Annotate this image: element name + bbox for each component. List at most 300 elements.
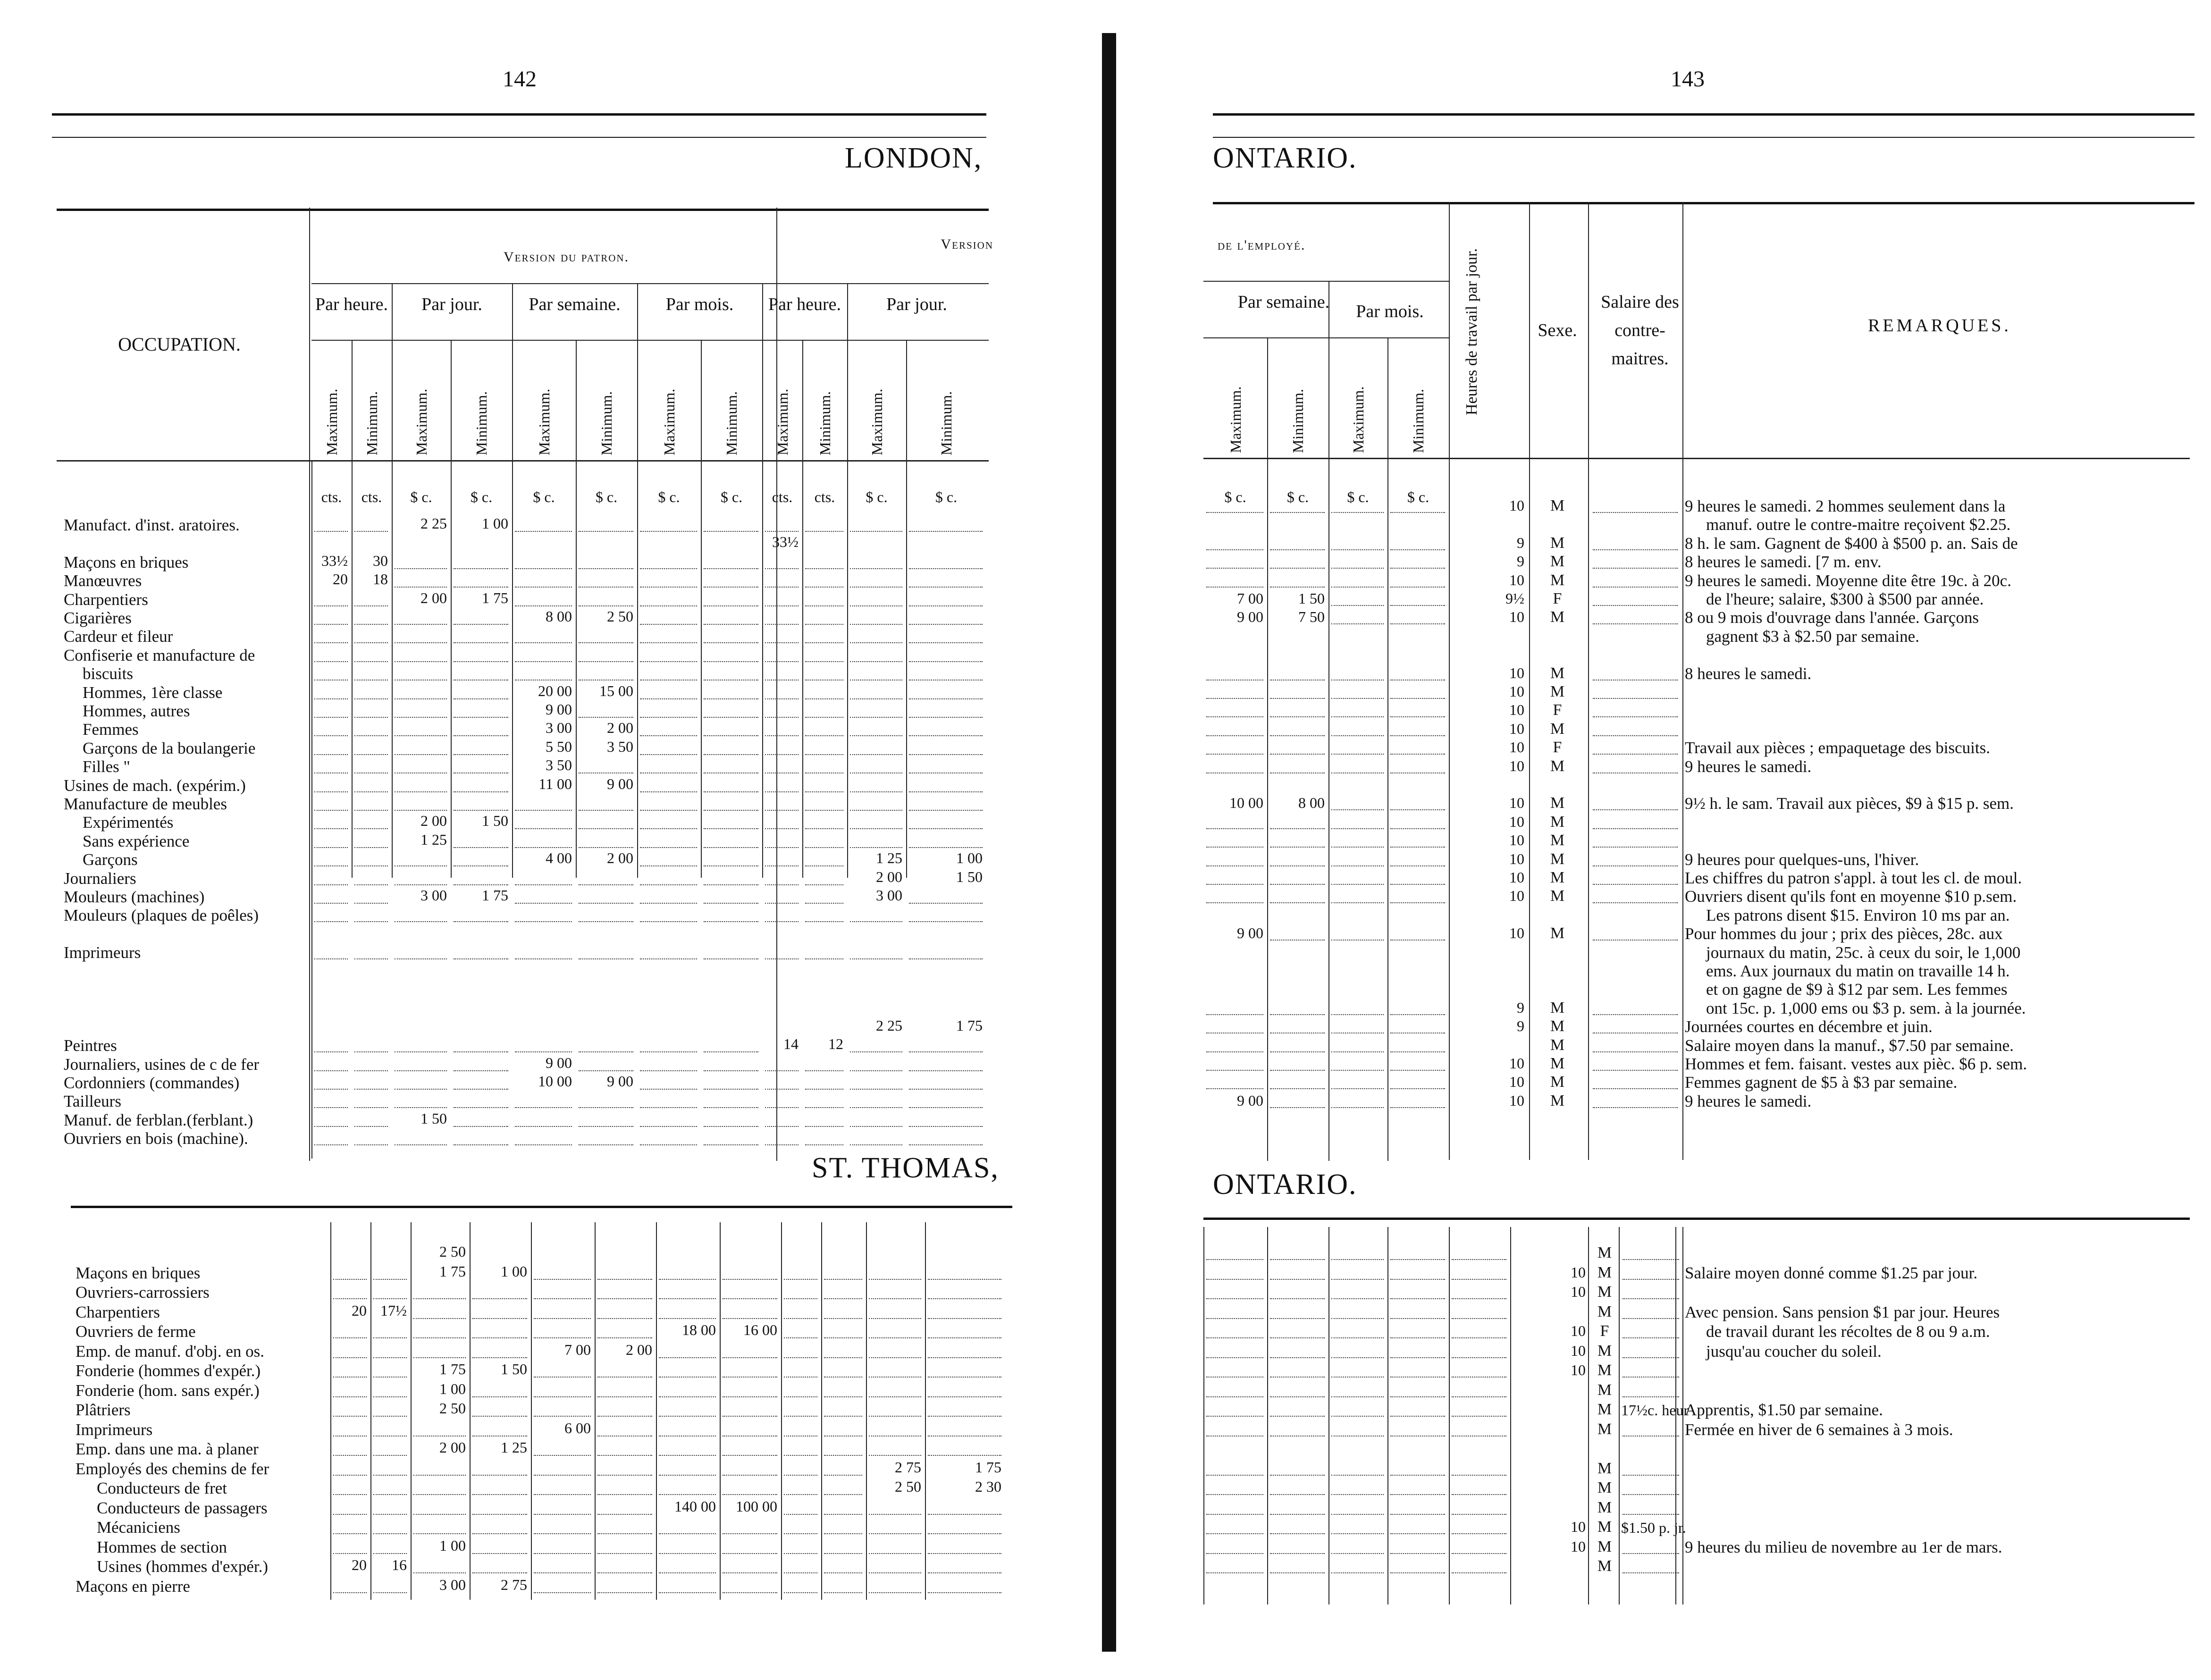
dotted-leader — [314, 1070, 348, 1071]
occupation-label: Conducteurs de passagers — [97, 1498, 268, 1517]
dotted-leader — [1206, 1416, 1263, 1417]
sex-cell: M — [1597, 1459, 1612, 1477]
left-column-line — [392, 283, 393, 878]
dotted-leader — [373, 1357, 407, 1358]
sex-cell: F — [1553, 590, 1562, 607]
table-cell: 1 25 — [876, 849, 902, 867]
left-column-line — [531, 1222, 532, 1600]
dotted-leader — [869, 1533, 921, 1534]
dotted-leader — [314, 958, 348, 959]
hours-cell: 10 — [1509, 1073, 1524, 1091]
dotted-leader — [869, 1318, 921, 1319]
table-cell: 14 — [783, 1035, 799, 1053]
left-column-line — [637, 283, 638, 878]
dotted-leader — [354, 791, 388, 792]
dotted-leader — [659, 1533, 716, 1534]
occupation-label: Emp. dans une ma. à planer — [76, 1440, 259, 1458]
dotted-leader — [1270, 847, 1325, 848]
maximum-heading: Maximum. — [868, 388, 885, 455]
dotted-leader — [784, 1494, 817, 1495]
dotted-leader — [1623, 1514, 1679, 1515]
dotted-leader — [824, 1514, 862, 1515]
dotted-leader — [534, 1553, 591, 1554]
dotted-leader — [395, 735, 447, 736]
dotted-leader — [354, 754, 388, 755]
dotted-leader — [1331, 902, 1384, 903]
dotted-leader — [534, 1318, 591, 1319]
dotted-leader — [354, 903, 388, 904]
dotted-leader — [515, 531, 572, 532]
dotted-leader — [597, 1475, 652, 1476]
dotted-leader — [850, 1126, 902, 1127]
dotted-leader — [1623, 1494, 1679, 1495]
dotted-leader — [354, 884, 388, 885]
occupation-label: Plâtriers — [76, 1401, 131, 1419]
table-cell: 7 00 — [564, 1341, 591, 1358]
dotted-leader — [784, 1318, 817, 1319]
dotted-leader — [1331, 1014, 1384, 1015]
dotted-leader — [723, 1377, 777, 1378]
dotted-leader — [515, 1051, 572, 1052]
dotted-leader — [1206, 1514, 1263, 1515]
remark-text: Journées courtes en décembre et juin. — [1685, 1017, 1933, 1036]
dotted-leader — [579, 717, 633, 718]
dotted-leader — [1331, 1514, 1384, 1515]
dotted-leader — [579, 903, 633, 904]
sex-cell: M — [1597, 1302, 1612, 1320]
dotted-leader — [314, 624, 348, 625]
dotted-leader — [395, 921, 447, 922]
dotted-leader — [515, 903, 572, 904]
dotted-leader — [1206, 1259, 1263, 1260]
dotted-leader — [333, 1533, 367, 1534]
dotted-leader — [1331, 754, 1384, 755]
dotted-leader — [659, 1377, 716, 1378]
dotted-leader — [805, 624, 843, 625]
table-cell: 1 50 — [1298, 590, 1325, 607]
dotted-leader — [314, 1144, 348, 1145]
dotted-leader — [640, 642, 697, 643]
dotted-leader — [1623, 1553, 1679, 1554]
dotted-leader — [314, 1126, 348, 1127]
right-header-rule — [1203, 458, 2190, 459]
dotted-leader — [413, 1357, 466, 1358]
version-heading: Version — [941, 236, 993, 252]
dotted-leader — [1593, 865, 1678, 866]
dotted-leader — [1593, 735, 1678, 736]
dotted-leader — [354, 958, 388, 959]
dotted-leader — [472, 1298, 527, 1299]
sex-cell: M — [1597, 1361, 1612, 1379]
remark-text: Hommes et fem. faisant. vestes aux pièc. $6 p. sem. — [1685, 1055, 2027, 1073]
dotted-leader — [1270, 716, 1325, 717]
occupation-label: Manufact. d'inst. aratoires. — [64, 516, 240, 534]
dotted-leader — [909, 1089, 983, 1090]
heures-heading: Heures de travail par jour. — [1463, 248, 1480, 415]
dotted-leader — [1593, 549, 1678, 550]
dotted-leader — [850, 717, 902, 718]
maximum-heading: Maximum. — [1227, 386, 1244, 453]
dotted-leader — [354, 921, 388, 922]
sex-cell: M — [1550, 683, 1565, 700]
dotted-leader — [354, 1107, 388, 1108]
dotted-leader — [454, 717, 508, 718]
hours-cell: 10 — [1571, 1283, 1586, 1300]
dotted-leader — [1623, 1357, 1679, 1358]
dotted-leader — [850, 661, 902, 662]
dotted-leader — [824, 1318, 862, 1319]
occupation-label: Confiserie et manufacture de — [64, 646, 255, 664]
dotted-leader — [454, 735, 508, 736]
dotted-leader — [784, 1572, 817, 1573]
dotted-leader — [909, 847, 983, 848]
remark-text: journaux du matin, 25c. à ceux du soir, le 1,000 — [1706, 943, 2021, 962]
dotted-leader — [723, 1396, 777, 1397]
dotted-leader — [909, 921, 983, 922]
table-cell: 2 00 — [607, 719, 633, 737]
dotted-leader — [805, 865, 843, 866]
dotted-leader — [579, 642, 633, 643]
table-cell: 7 50 — [1298, 608, 1325, 626]
sex-cell: M — [1550, 608, 1565, 626]
table-cell: 2 50 — [439, 1400, 466, 1417]
table-cell: 1 00 — [439, 1537, 466, 1554]
dotted-leader — [314, 605, 348, 606]
dotted-leader — [1206, 1070, 1263, 1071]
table-cell: 20 — [333, 571, 348, 588]
dotted-leader — [314, 791, 348, 792]
dotted-leader — [765, 605, 799, 606]
dotted-leader — [909, 624, 983, 625]
table-cell: 9 00 — [546, 701, 572, 718]
dotted-leader — [928, 1572, 1001, 1573]
dotted-leader — [472, 1494, 527, 1495]
dotted-leader — [784, 1337, 817, 1338]
occupation-label: Sans expérience — [83, 832, 190, 850]
dotted-leader — [314, 531, 348, 532]
occupation-label: biscuits — [83, 664, 133, 683]
period-heading: Par jour. — [421, 294, 482, 314]
table-cell: 33½ — [772, 533, 799, 551]
dotted-leader — [850, 791, 902, 792]
dotted-leader — [659, 1318, 716, 1319]
dotted-leader — [765, 624, 799, 625]
dotted-leader — [1390, 1572, 1445, 1573]
table-cell: 1 25 — [501, 1439, 527, 1456]
table-cell: 3 00 — [546, 719, 572, 737]
dotted-leader — [640, 903, 697, 904]
dotted-leader — [515, 605, 572, 606]
dotted-leader — [1270, 1051, 1325, 1052]
remark-text: Les chiffres du patron s'appl. à tout les cl. de moul. — [1685, 869, 2022, 887]
dotted-leader — [909, 698, 983, 699]
dotted-leader — [454, 642, 508, 643]
dotted-leader — [1206, 828, 1263, 829]
dotted-leader — [704, 624, 758, 625]
version-patron-heading: Version du patron. — [503, 249, 630, 265]
hours-cell: 10 — [1509, 1055, 1524, 1072]
dotted-leader — [1270, 1377, 1325, 1378]
city-title-st-thomas: ST. THOMAS, — [812, 1152, 999, 1184]
dotted-leader — [413, 1298, 466, 1299]
dotted-leader — [597, 1572, 652, 1573]
dotted-leader — [395, 661, 447, 662]
dotted-leader — [1390, 587, 1445, 588]
dotted-leader — [824, 1553, 862, 1554]
dotted-leader — [640, 717, 697, 718]
dotted-leader — [704, 754, 758, 755]
sex-cell: M — [1597, 1518, 1612, 1536]
table-cell: 15 00 — [599, 682, 633, 699]
dotted-leader — [1331, 735, 1384, 736]
dotted-leader — [909, 1051, 983, 1052]
dotted-leader — [909, 903, 983, 904]
dotted-leader — [354, 624, 388, 625]
dotted-leader — [472, 1553, 527, 1554]
dotted-leader — [1331, 512, 1384, 513]
dotted-leader — [534, 1455, 591, 1456]
right-column-line — [1203, 1227, 1204, 1604]
table-cell: 9 00 — [1237, 1092, 1263, 1109]
hours-cell: 10 — [1571, 1342, 1586, 1359]
dotted-leader — [333, 1279, 367, 1280]
table-cell: 20 — [352, 1302, 367, 1319]
sex-cell: F — [1553, 739, 1562, 756]
unit-label: $ c. — [1286, 488, 1309, 505]
right-header-rule — [1203, 337, 1449, 338]
occupation-label: Garçons — [83, 850, 138, 869]
table-cell: 2 00 — [607, 849, 633, 867]
book-spine — [1102, 33, 1116, 1652]
occupation-label: Cordonniers (commandes) — [64, 1074, 240, 1092]
dotted-leader — [805, 605, 843, 606]
table-cell: 30 — [373, 552, 388, 569]
dotted-leader — [1331, 1494, 1384, 1495]
table-cell: 1 50 — [420, 1109, 447, 1127]
dotted-leader — [395, 1107, 447, 1108]
minimum-heading: Minimum. — [1410, 388, 1427, 453]
table-cell: 20 — [352, 1556, 367, 1573]
dotted-leader — [1206, 1279, 1263, 1280]
sex-cell: M — [1550, 757, 1565, 775]
dotted-leader — [909, 605, 983, 606]
dotted-leader — [909, 735, 983, 736]
table-cell: 1 50 — [482, 812, 508, 830]
dotted-leader — [1206, 1014, 1263, 1015]
dotted-leader — [909, 828, 983, 829]
table-cell: 1 00 — [482, 515, 508, 532]
dotted-leader — [850, 698, 902, 699]
dotted-leader — [515, 810, 572, 811]
dotted-leader — [354, 531, 388, 532]
dotted-leader — [928, 1514, 1001, 1515]
dotted-leader — [824, 1475, 862, 1476]
dotted-leader — [1206, 1553, 1263, 1554]
right-column-line — [1675, 1227, 1676, 1604]
dotted-leader — [579, 884, 633, 885]
left-column-line — [720, 1222, 721, 1600]
dotted-leader — [1331, 1088, 1384, 1089]
sex-cell: M — [1550, 832, 1565, 849]
dotted-leader — [784, 1279, 817, 1280]
table-cell: 9 00 — [607, 1073, 633, 1090]
dotted-leader — [1331, 698, 1384, 699]
dotted-leader — [928, 1416, 1001, 1417]
minimum-heading: Minimum. — [473, 391, 490, 455]
table-cell: 12 — [828, 1035, 843, 1053]
dotted-leader — [723, 1553, 777, 1554]
table-cell: 1 25 — [420, 831, 447, 848]
dotted-leader — [1331, 1107, 1384, 1108]
right-page — [1147, 0, 2211, 1680]
hours-cell: 10 — [1571, 1263, 1586, 1281]
dotted-leader — [1206, 1088, 1263, 1089]
dotted-leader — [1270, 828, 1325, 829]
right-column-line — [1529, 202, 1530, 1160]
dotted-leader — [373, 1377, 407, 1378]
dotted-leader — [413, 1533, 466, 1534]
dotted-leader — [1623, 1337, 1679, 1338]
dotted-leader — [1390, 549, 1445, 550]
dotted-leader — [314, 828, 348, 829]
occupation-label: Conducteurs de fret — [97, 1479, 227, 1497]
dotted-leader — [1623, 1377, 1679, 1378]
dotted-leader — [314, 847, 348, 848]
remark-text: 9 heures le samedi. — [1685, 757, 1812, 776]
dotted-leader — [1206, 1357, 1263, 1358]
dotted-leader — [1593, 587, 1678, 588]
right-column-line — [1588, 1227, 1589, 1604]
dotted-leader — [534, 1396, 591, 1397]
dotted-leader — [1206, 1051, 1263, 1052]
dotted-leader — [1206, 512, 1263, 513]
sex-cell: F — [1600, 1322, 1609, 1340]
dotted-leader — [850, 828, 902, 829]
table-cell: 10 00 — [1229, 794, 1263, 812]
dotted-leader — [373, 1298, 407, 1299]
dotted-leader — [454, 865, 508, 866]
occupation-label: Fonderie (hommes d'expér.) — [76, 1361, 261, 1380]
dotted-leader — [1390, 1298, 1445, 1299]
dotted-leader — [597, 1396, 652, 1397]
dotted-leader — [928, 1279, 1001, 1280]
sex-cell: M — [1550, 869, 1565, 886]
dotted-leader — [824, 1377, 862, 1378]
dotted-leader — [1331, 940, 1384, 941]
dotted-leader — [1452, 1572, 1506, 1573]
dotted-leader — [1270, 940, 1325, 941]
unit-label: cts. — [321, 488, 342, 505]
dotted-leader — [1206, 549, 1263, 550]
dotted-leader — [333, 1494, 367, 1495]
remark-text: Salaire moyen donné comme $1.25 par jour. — [1685, 1263, 1978, 1282]
dotted-leader — [704, 903, 758, 904]
dotted-leader — [1331, 568, 1384, 569]
dotted-leader — [1593, 716, 1678, 717]
page-number: 143 — [1671, 67, 1705, 92]
dotted-leader — [579, 568, 633, 569]
dotted-leader — [373, 1533, 407, 1534]
sex-cell: F — [1553, 701, 1562, 719]
dotted-leader — [534, 1298, 591, 1299]
dotted-leader — [869, 1592, 921, 1593]
dotted-leader — [869, 1416, 921, 1417]
dotted-leader — [1623, 1318, 1679, 1319]
dotted-leader — [1390, 605, 1445, 606]
dotted-leader — [805, 642, 843, 643]
left-column-line — [370, 1222, 371, 1600]
dotted-leader — [1452, 1377, 1506, 1378]
sex-cell: M — [1597, 1498, 1612, 1516]
hours-cell: 10 — [1509, 813, 1524, 830]
dotted-leader — [805, 531, 843, 532]
dotted-leader — [1270, 1337, 1325, 1338]
dotted-leader — [1331, 865, 1384, 866]
hours-cell: 10 — [1571, 1518, 1586, 1535]
dotted-leader — [765, 828, 799, 829]
dotted-leader — [640, 661, 697, 662]
dotted-leader — [659, 1396, 716, 1397]
dotted-leader — [805, 754, 843, 755]
dotted-leader — [909, 1126, 983, 1127]
unit-label: cts. — [814, 488, 835, 505]
dotted-leader — [1452, 1259, 1506, 1260]
dotted-leader — [704, 1107, 758, 1108]
dotted-leader — [1206, 1318, 1263, 1319]
dotted-leader — [1270, 549, 1325, 550]
dotted-leader — [704, 531, 758, 532]
sex-cell: M — [1550, 924, 1565, 942]
dotted-leader — [640, 810, 697, 811]
dotted-leader — [784, 1514, 817, 1515]
dotted-leader — [909, 531, 983, 532]
dotted-leader — [765, 921, 799, 922]
dotted-leader — [1390, 698, 1445, 699]
dotted-leader — [659, 1553, 716, 1554]
dotted-leader — [354, 642, 388, 643]
dotted-leader — [659, 1416, 716, 1417]
occupation-label: Cigarières — [64, 609, 132, 627]
dotted-leader — [413, 1475, 466, 1476]
remark-text: manuf. outre le contre-maitre reçoivent $2.25. — [1706, 515, 2011, 534]
remark-text: gagnent $3 à $2.50 par semaine. — [1706, 627, 1919, 646]
dotted-leader — [1390, 1396, 1445, 1397]
sex-cell: M — [1550, 1055, 1565, 1072]
table-cell: 3 50 — [607, 738, 633, 755]
dotted-leader — [723, 1533, 777, 1534]
dotted-leader — [1623, 1298, 1679, 1299]
dotted-leader — [850, 754, 902, 755]
st-thomas-rule — [1203, 1218, 2190, 1220]
dotted-leader — [704, 735, 758, 736]
dotted-leader — [704, 958, 758, 959]
dotted-leader — [597, 1416, 652, 1417]
dotted-leader — [784, 1416, 817, 1417]
dotted-leader — [1270, 735, 1325, 736]
dotted-leader — [579, 921, 633, 922]
dotted-leader — [723, 1475, 777, 1476]
page-number: 142 — [503, 67, 537, 92]
dotted-leader — [515, 1144, 572, 1145]
dotted-leader — [314, 698, 348, 699]
remark-text: Avec pension. Sans pension $1 par jour. Heures — [1685, 1302, 2000, 1321]
table-cell: 17½ — [380, 1302, 407, 1319]
table-cell: 9 00 — [1237, 608, 1263, 626]
dotted-leader — [454, 754, 508, 755]
dotted-leader — [1623, 1572, 1679, 1573]
dotted-leader — [640, 1107, 697, 1108]
dotted-leader — [333, 1455, 367, 1456]
